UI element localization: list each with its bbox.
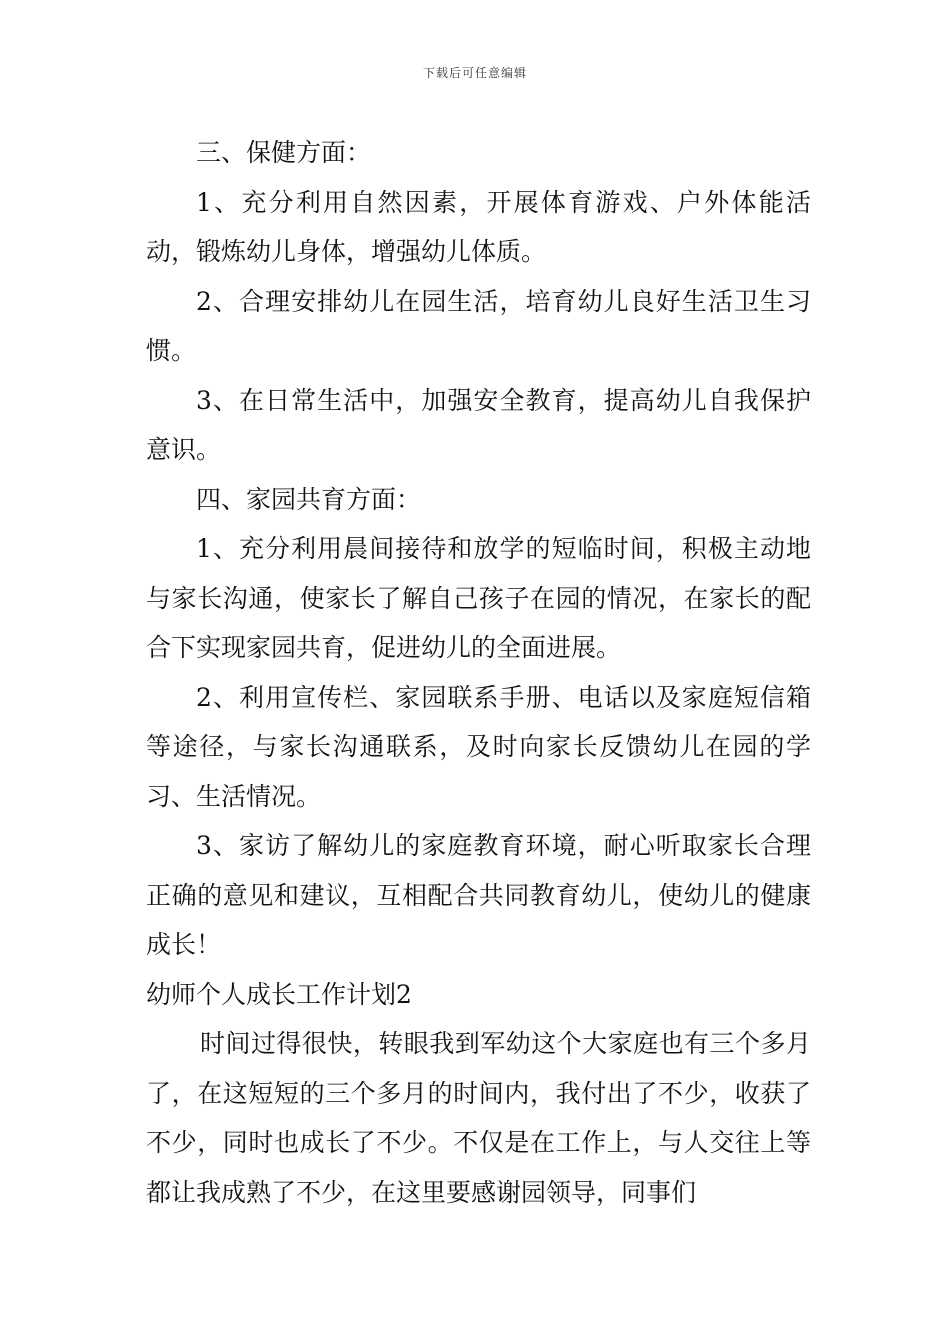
health-item-1: 1、充分利用自然因素，开展体育游戏、户外体能活动，锻炼幼儿身体，增强幼儿体质。 xyxy=(146,187,811,266)
section-paragraph: 时间过得很快，转眼我到军幼这个大家庭也有三个多月了，在这短短的三个多月的时间内，我付出了不少，收获了不少，同时也成长了不少。不仅是在工作上，与人交往上等都让我成熟了不少，在这里要感谢园领导，同事们 xyxy=(146,1029,811,1207)
heading-health: 三、保健方面： xyxy=(196,138,372,167)
page-header: 下载后可任意编辑 xyxy=(422,66,527,80)
health-item-3: 3、在日常生活中，加强安全教育，提高幼儿自我保护意识。 xyxy=(146,385,811,464)
health-item-2: 2、合理安排幼儿在园生活，培育幼儿良好生活卫生习惯。 xyxy=(146,286,811,365)
home-school-item-2: 2、利用宣传栏、家园联系手册、电话以及家庭短信箱等途径，与家长沟通联系，及时向家长反馈幼儿在园的学习、生活情况。 xyxy=(146,682,811,811)
home-school-item-3: 3、家访了解幼儿的家庭教育环境，耐心听取家长合理正确的意见和建议，互相配合共同教育幼儿，使幼儿的健康成长！ xyxy=(146,831,811,959)
section-title: 幼师个人成长工作计划2 xyxy=(146,979,412,1009)
document-body xyxy=(146,128,811,1217)
heading-home-school: 四、家园共育方面： xyxy=(196,484,422,514)
home-school-item-1: 1、充分利用晨间接待和放学的短临时间，积极主动地与家长沟通，使家长了解自己孩子在园的情况，在家长的配合下实现家园共育，促进幼儿的全面进展。 xyxy=(146,534,811,662)
